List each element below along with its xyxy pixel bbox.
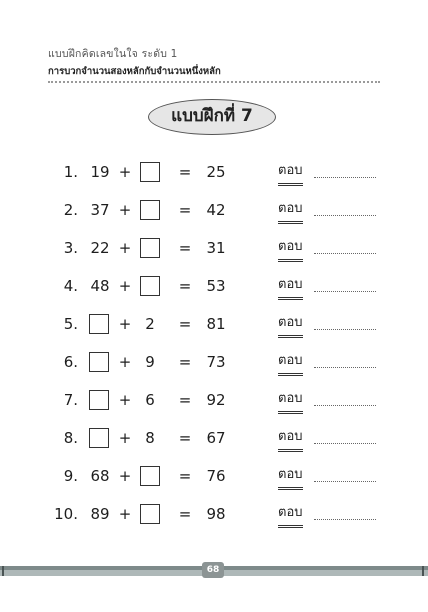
answer-write-line[interactable] bbox=[314, 177, 376, 178]
footer-tick-right bbox=[422, 566, 424, 576]
sum-value: 25 bbox=[206, 163, 226, 181]
second-addend: 9 bbox=[145, 353, 155, 371]
equals-sign: = bbox=[178, 353, 192, 371]
problem-row bbox=[0, 427, 428, 453]
first-addend: 22 bbox=[90, 239, 110, 257]
problem-number: 4. bbox=[63, 277, 78, 295]
equals-sign: = bbox=[178, 391, 192, 409]
problem-row bbox=[0, 389, 428, 415]
plus-sign: + bbox=[118, 391, 132, 409]
problem-row bbox=[0, 199, 428, 225]
problem-number: 6. bbox=[63, 353, 78, 371]
first-addend: 68 bbox=[90, 467, 110, 485]
answer-write-line[interactable] bbox=[314, 329, 376, 330]
plus-sign: + bbox=[118, 467, 132, 485]
plus-sign: + bbox=[118, 315, 132, 333]
answer-label: ตอบ bbox=[278, 503, 303, 528]
sum-value: 81 bbox=[206, 315, 226, 333]
second-addend: 6 bbox=[145, 391, 155, 409]
answer-label: ตอบ bbox=[278, 427, 303, 452]
answer-label: ตอบ bbox=[278, 465, 303, 490]
problem-number: 5. bbox=[63, 315, 78, 333]
plus-sign: + bbox=[118, 239, 132, 257]
answer-write-line[interactable] bbox=[314, 291, 376, 292]
plus-sign: + bbox=[118, 201, 132, 219]
problem-number: 9. bbox=[63, 467, 78, 485]
answer-write-line[interactable] bbox=[314, 519, 376, 520]
blank-answer-box[interactable] bbox=[140, 238, 160, 258]
answer-write-line[interactable] bbox=[314, 405, 376, 406]
header-series: แบบฝึกคิดเลขในใจ ระดับ 1 bbox=[48, 48, 178, 60]
sum-value: 53 bbox=[206, 277, 226, 295]
plus-sign: + bbox=[118, 353, 132, 371]
answer-label: ตอบ bbox=[278, 237, 303, 262]
page-number: 68 bbox=[202, 562, 224, 578]
exercise-title: แบบฝึกที่ 7 bbox=[148, 99, 276, 135]
answer-write-line[interactable] bbox=[314, 253, 376, 254]
problem-number: 2. bbox=[63, 201, 78, 219]
problem-row bbox=[0, 503, 428, 529]
problem-number: 8. bbox=[63, 429, 78, 447]
plus-sign: + bbox=[118, 505, 132, 523]
plus-sign: + bbox=[118, 277, 132, 295]
plus-sign: + bbox=[118, 429, 132, 447]
first-addend: 19 bbox=[90, 163, 110, 181]
equals-sign: = bbox=[178, 429, 192, 447]
blank-answer-box[interactable] bbox=[89, 352, 109, 372]
first-addend: 48 bbox=[90, 277, 110, 295]
dotted-divider bbox=[48, 81, 380, 83]
header-topic: การบวกจำนวนสองหลักกับจำนวนหนึ่งหลัก bbox=[48, 66, 221, 77]
equals-sign: = bbox=[178, 467, 192, 485]
second-addend: 8 bbox=[145, 429, 155, 447]
blank-answer-box[interactable] bbox=[140, 200, 160, 220]
answer-write-line[interactable] bbox=[314, 481, 376, 482]
sum-value: 73 bbox=[206, 353, 226, 371]
equals-sign: = bbox=[178, 505, 192, 523]
second-addend: 2 bbox=[145, 315, 155, 333]
problem-row bbox=[0, 351, 428, 377]
blank-answer-box[interactable] bbox=[140, 466, 160, 486]
answer-label: ตอบ bbox=[278, 389, 303, 414]
blank-answer-box[interactable] bbox=[89, 428, 109, 448]
answer-label: ตอบ bbox=[278, 161, 303, 186]
footer-tick-left bbox=[2, 566, 4, 576]
blank-answer-box[interactable] bbox=[140, 162, 160, 182]
problem-number: 7. bbox=[63, 391, 78, 409]
equals-sign: = bbox=[178, 239, 192, 257]
sum-value: 98 bbox=[206, 505, 226, 523]
problem-number: 3. bbox=[63, 239, 78, 257]
answer-write-line[interactable] bbox=[314, 443, 376, 444]
first-addend: 37 bbox=[90, 201, 110, 219]
problem-row bbox=[0, 237, 428, 263]
equals-sign: = bbox=[178, 163, 192, 181]
problem-row bbox=[0, 161, 428, 187]
sum-value: 31 bbox=[206, 239, 226, 257]
first-addend: 89 bbox=[90, 505, 110, 523]
problem-row bbox=[0, 275, 428, 301]
problem-number: 10. bbox=[54, 505, 78, 523]
sum-value: 42 bbox=[206, 201, 226, 219]
blank-answer-box[interactable] bbox=[140, 276, 160, 296]
answer-write-line[interactable] bbox=[314, 367, 376, 368]
answer-write-line[interactable] bbox=[314, 215, 376, 216]
problem-row bbox=[0, 465, 428, 491]
equals-sign: = bbox=[178, 277, 192, 295]
problem-row bbox=[0, 313, 428, 339]
problem-number: 1. bbox=[63, 163, 78, 181]
answer-label: ตอบ bbox=[278, 313, 303, 338]
answer-label: ตอบ bbox=[278, 351, 303, 376]
blank-answer-box[interactable] bbox=[89, 314, 109, 334]
equals-sign: = bbox=[178, 201, 192, 219]
answer-label: ตอบ bbox=[278, 199, 303, 224]
blank-answer-box[interactable] bbox=[140, 504, 160, 524]
sum-value: 76 bbox=[206, 467, 226, 485]
sum-value: 92 bbox=[206, 391, 226, 409]
blank-answer-box[interactable] bbox=[89, 390, 109, 410]
plus-sign: + bbox=[118, 163, 132, 181]
answer-label: ตอบ bbox=[278, 275, 303, 300]
equals-sign: = bbox=[178, 315, 192, 333]
sum-value: 67 bbox=[206, 429, 226, 447]
